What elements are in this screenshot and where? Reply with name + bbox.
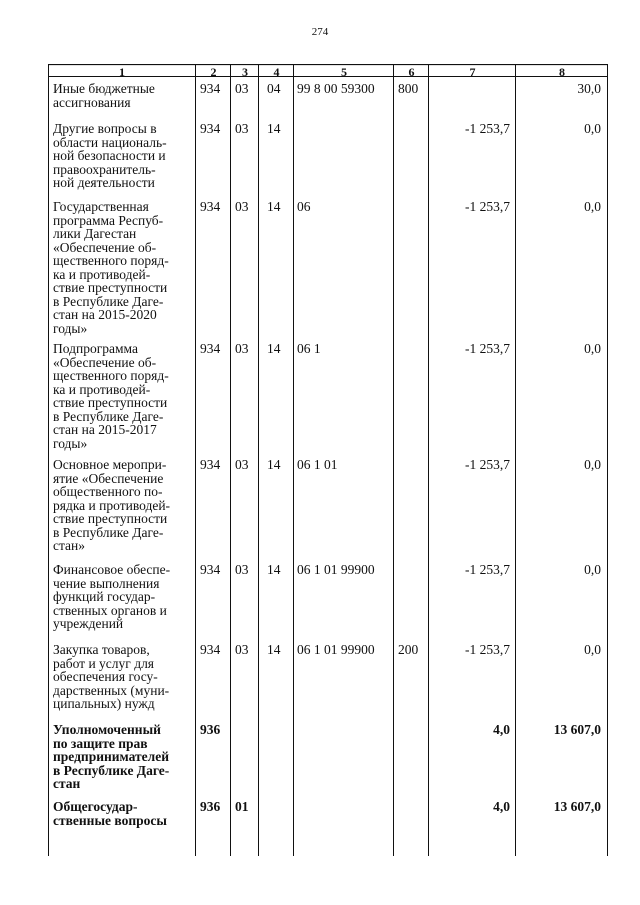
row-col-7: -1 253,7	[465, 199, 510, 214]
row-name-line: Уполномоченный	[53, 722, 161, 737]
row-col-5: 06 1 01	[297, 457, 338, 472]
row-col-3: 03	[235, 562, 249, 577]
row-col-4: 14	[267, 562, 281, 577]
row-col-6: 800	[398, 81, 419, 96]
header-col-2: 2	[210, 65, 217, 79]
row-col-2: 936	[200, 722, 221, 737]
row-name-line: правоохранитель-	[53, 161, 156, 177]
row-name-line: ной деятельности	[53, 175, 155, 190]
row-col-3: 03	[235, 642, 249, 657]
row-col-3: 03	[235, 121, 249, 136]
row-name-line: ственных органов и	[53, 602, 167, 618]
row-name-line: годы»	[53, 320, 88, 336]
row-col-4: 14	[267, 457, 281, 472]
row-col-7: -1 253,7	[465, 562, 510, 577]
row-col-4: 14	[267, 121, 281, 136]
row-col-7: 4,0	[493, 799, 510, 814]
row-name-line: щественного поряд-	[53, 253, 169, 268]
row-name-line: дарственных (муни-	[53, 682, 170, 698]
row-name-line: ной безопасности и	[53, 148, 166, 163]
row-col-5: 06	[297, 199, 311, 214]
row-name-line: в Республике Даге-	[53, 524, 164, 540]
row-name-line: «Обеспечение об-	[53, 239, 157, 255]
row-col-2: 934	[200, 562, 221, 577]
header-col-7: 7	[469, 65, 476, 79]
row-name-line: ствие преступности	[53, 511, 168, 526]
row-col-5: 06 1	[297, 341, 321, 356]
row-col-7: -1 253,7	[465, 121, 510, 136]
row-name-line: области националь-	[53, 134, 167, 150]
row-col-3: 01	[235, 799, 249, 814]
row-col-8: 0,0	[584, 642, 601, 657]
row-col-2: 934	[200, 642, 221, 657]
row-name-line: предпринимателей	[53, 749, 170, 764]
header-col-5: 5	[341, 65, 347, 79]
row-name-line: стан на 2015-2020	[53, 307, 157, 322]
row-col-8: 0,0	[584, 562, 601, 577]
row-name-line: ятие «Обеспечение	[53, 470, 164, 486]
row-name-line: ствие преступности	[53, 395, 168, 410]
row-col-7: 4,0	[493, 722, 510, 737]
row-name-line: Основное меропри-	[53, 457, 167, 472]
row-name-line: годы»	[53, 435, 88, 451]
row-name-line: в Республике Даге-	[53, 762, 170, 778]
row-name-line: функций государ-	[53, 589, 156, 604]
row-col-6: 200	[398, 642, 419, 657]
row-name-line: стан на 2015-2017	[53, 422, 157, 437]
row-col-8: 0,0	[584, 121, 601, 136]
header-col-6: 6	[408, 65, 415, 79]
row-col-2: 934	[200, 457, 221, 472]
row-name-line: рядка и противодей-	[53, 497, 171, 513]
row-name-line: «Обеспечение об-	[53, 354, 157, 370]
row-col-5: 06 1 01 99900	[297, 642, 375, 657]
row-name-line: Закупка товаров,	[53, 642, 150, 657]
row-name-line: лики Дагестан	[53, 226, 137, 241]
header-col-4: 4	[273, 65, 280, 79]
row-name-line: ка и противодей-	[53, 266, 151, 282]
header-col-8: 8	[559, 65, 565, 79]
row-col-7: -1 253,7	[465, 642, 510, 657]
row-name-line: в Республике Даге-	[53, 293, 164, 309]
row-name-line: обеспечения госу-	[53, 669, 158, 684]
row-name-line: Государственная	[53, 199, 149, 214]
header-col-1: 1	[119, 65, 125, 79]
row-col-5: 99 8 00 59300	[297, 81, 375, 96]
budget-table	[48, 64, 608, 856]
row-col-2: 936	[200, 799, 221, 814]
page-number: 274	[311, 26, 329, 38]
row-col-8: 0,0	[584, 341, 601, 356]
row-name-line: по защите прав	[53, 735, 148, 751]
row-name-line: стан	[53, 776, 81, 791]
row-col-3: 03	[235, 199, 249, 214]
row-name-line: в Республике Даге-	[53, 408, 164, 424]
row-name-line: Другие вопросы в	[53, 121, 157, 136]
row-name-line: чение выполнения	[53, 575, 160, 591]
row-col-3: 03	[235, 457, 249, 472]
row-col-7: -1 253,7	[465, 457, 510, 472]
row-col-4: 14	[267, 199, 281, 214]
row-col-8: 0,0	[584, 457, 601, 472]
row-col-2: 934	[200, 341, 221, 356]
row-col-7: -1 253,7	[465, 341, 510, 356]
row-name-line: ципальных) нужд	[53, 696, 155, 711]
row-name-line: стан»	[53, 538, 86, 553]
row-col-8: 13 607,0	[553, 799, 601, 814]
row-name-line: ственные вопросы	[53, 812, 167, 828]
row-col-4: 04	[267, 81, 281, 96]
row-col-2: 934	[200, 81, 221, 96]
row-col-2: 934	[200, 121, 221, 136]
row-col-4: 14	[267, 341, 281, 356]
row-name-line: общественного по-	[53, 484, 163, 499]
row-name-line: работ и услуг для	[53, 655, 155, 671]
row-name-line: Иные бюджетные	[53, 81, 155, 96]
row-col-3: 03	[235, 81, 249, 96]
row-name-line: ассигнования	[53, 94, 131, 110]
row-name-line: Финансовое обеспе-	[53, 562, 171, 577]
row-col-3: 03	[235, 341, 249, 356]
row-name-line: программа Респуб-	[53, 212, 164, 228]
header-col-3: 3	[242, 65, 248, 79]
row-name-line: щественного поряд-	[53, 368, 169, 383]
row-col-8: 30,0	[577, 81, 601, 96]
row-col-5: 06 1 01 99900	[297, 562, 375, 577]
row-col-2: 934	[200, 199, 221, 214]
row-name-line: ствие преступности	[53, 280, 168, 295]
row-col-8: 0,0	[584, 199, 601, 214]
row-name-line: ка и противодей-	[53, 381, 151, 397]
row-name-line: Подпрограмма	[53, 341, 138, 356]
row-col-4: 14	[267, 642, 281, 657]
row-name-line: Общегосудар-	[53, 799, 138, 814]
row-col-8: 13 607,0	[553, 722, 601, 737]
row-name-line: учреждений	[53, 616, 124, 631]
